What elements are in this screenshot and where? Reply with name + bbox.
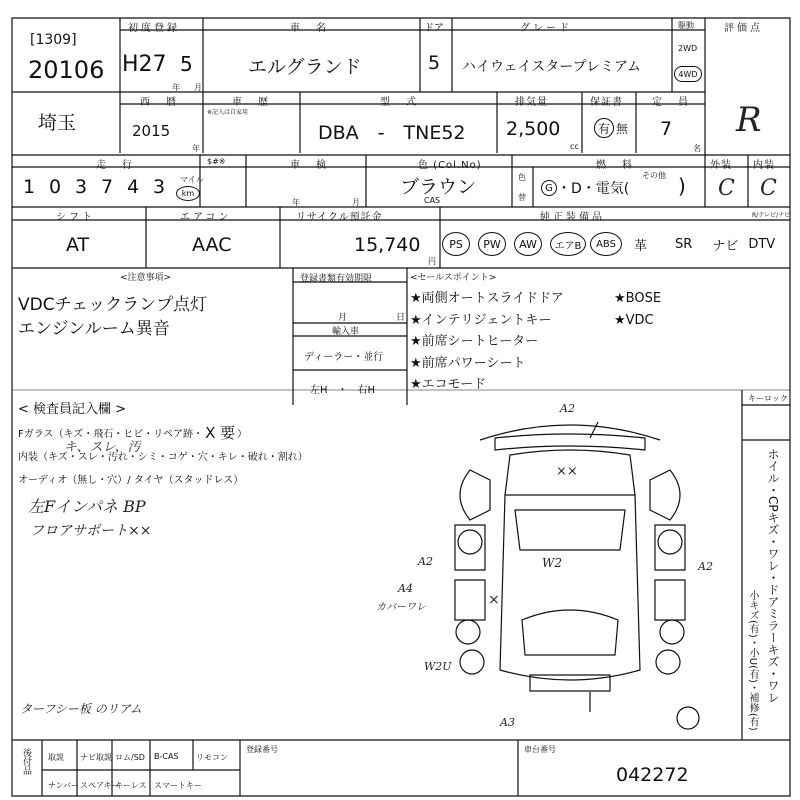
equipment-dtv: DTV [748, 236, 776, 252]
fuel-close: ) [678, 174, 686, 198]
legend-row2: 小キズ(有)・小U(有)・補修(有) [747, 590, 758, 731]
inspector-label: < 検査員記入欄 > [18, 402, 127, 417]
car-name: エルグランド [248, 56, 362, 78]
history-label: 車 歴 [232, 97, 271, 108]
chassis-label: 車台番号 [524, 745, 556, 754]
warranty-label: 保証書 [590, 97, 623, 108]
fuel-rest: ・D・電気( [557, 181, 630, 197]
mileage-digits [16, 176, 172, 198]
reg-num-label: 登録番号 [246, 745, 278, 754]
fglass-close: ） [237, 429, 248, 440]
interior-grade: C [760, 176, 777, 201]
repaint-top: 色 [518, 173, 526, 182]
recycle-label: リサイクル預託金 [296, 212, 383, 223]
reg-label: 初度登録 [128, 23, 180, 34]
import-label: 輸入車 [332, 327, 360, 337]
hand-note-3: ターフシー板 のリアム [20, 702, 142, 716]
inspection-label: 車 検 [290, 160, 329, 171]
aircon-label: エアコン [180, 212, 232, 223]
acc-remote: リモコン [196, 753, 228, 762]
fglass-text: Fガラス（キズ・飛石・ヒビ・リペア跡・ [18, 429, 204, 440]
interior-label: 内装 [753, 160, 775, 171]
reg-deadline-day: 日 [396, 313, 406, 323]
acc-rom-sd: ロム/SD [115, 753, 145, 762]
notes-line-1: VDCチェックランプ点灯 [18, 295, 208, 315]
acc-label: 後付品 [21, 748, 31, 775]
legend-text: ホイル・CPキズ・ワレ・ドアミラーキズ・ワレ [766, 448, 780, 704]
score-value: R [736, 100, 762, 140]
drive-4wd: 4WD [674, 66, 702, 82]
diag-mark-x: × [488, 592, 500, 608]
diag-mark-w2: W2 [542, 556, 562, 570]
sales-point: ★インテリジェントキー [410, 312, 552, 328]
acc-navi-manual: ナビ取説 [80, 753, 112, 762]
diag-mark-a2-top: A2 [560, 402, 575, 415]
sales-point: ★BOSE [614, 291, 662, 306]
inspection-month-unit: 月 [352, 198, 360, 207]
keylock-label: キーロック [748, 394, 788, 403]
mileage-digit: 3 [74, 176, 88, 198]
import-hand: 左H ・ 右H [310, 385, 376, 396]
diag-mark-xx: ×× [556, 464, 578, 479]
model-year: 2015 [132, 122, 171, 140]
grade-label: グレード [520, 23, 572, 34]
inspection-year-unit: 年 [292, 198, 300, 207]
sales-points [410, 288, 564, 396]
warranty-yes: 有 [594, 118, 614, 138]
mileage-digit: 3 [152, 176, 166, 198]
acc-smart-key: スマートキー [154, 781, 202, 790]
mileage-digit: 0 [48, 176, 62, 198]
doors-value: 5 [428, 52, 441, 74]
diag-mark-a2-left: A2 [418, 555, 433, 568]
mileage-label: 走 行 [96, 160, 135, 171]
color-sub: CAS [424, 196, 441, 205]
equipment-pw: PW [478, 232, 506, 256]
sales-label: <セールスポイント> [410, 273, 497, 283]
equipment-aw: AW [514, 232, 542, 256]
model-code: DBA - TNE52 [318, 122, 466, 144]
displacement-label: 排気量 [515, 97, 548, 108]
shift-label: シフト [56, 212, 95, 223]
grade-value: ハイウェイスタープレミアム [462, 59, 642, 75]
mileage-digit: 7 [100, 176, 114, 198]
color-value: ブラウン [400, 176, 477, 198]
shift-value: AT [66, 234, 90, 256]
repaint-bottom: 替 [518, 193, 526, 202]
reg-month: 5 [180, 52, 193, 76]
color-label: 色 (Col.No) [418, 160, 482, 171]
drive-2wd: 2WD [678, 44, 698, 53]
fuel-other: その他 [642, 171, 666, 180]
diag-mark-a3: A3 [500, 716, 515, 729]
fglass-mark: X 要 [205, 424, 236, 442]
interior-line: 内装（キズ・スレ・汚れ・シミ・コゲ・穴・キレ・破れ・割れ） [18, 452, 308, 463]
aircon-value: AAC [192, 234, 232, 256]
acc-number: ナンバー [48, 781, 80, 790]
exterior-grade: C [718, 176, 735, 201]
smeter-label: $#※ [207, 157, 226, 166]
car-diagram [440, 400, 700, 730]
notes-label: <注意事項> [120, 273, 172, 283]
chassis-number: 042272 [616, 764, 689, 786]
diag-mark-w2u: W2U [424, 660, 452, 673]
warranty-no: 無 [616, 122, 629, 136]
diag-mark-cover: カバーワレ [376, 602, 426, 613]
reg-year-unit: 年 [172, 83, 180, 92]
acc-manual: 取説 [48, 753, 64, 762]
score-label: 評価点 [724, 23, 763, 34]
capacity-label: 定 員 [652, 97, 691, 108]
equipment-list [442, 232, 775, 256]
hand-note-2: フロアサポート×× [30, 523, 152, 539]
sales-point: ★エコモード [410, 377, 487, 392]
reg-deadline-month: 月 [338, 313, 348, 323]
equipment-label: 純正装備品 [540, 212, 605, 223]
displacement: 2,500 [506, 118, 561, 140]
history-note: ※記入は自家用 [207, 109, 249, 116]
reg-month-unit: 月 [194, 83, 202, 92]
sales-point: ★前席パワーシート [410, 355, 526, 371]
equipment-airbag: エアB [550, 232, 586, 256]
import-dealer: ディーラー・並行 [304, 352, 384, 363]
acc-bcas: B-CAS [154, 752, 179, 761]
exterior-label: 外装 [710, 160, 732, 171]
mileage-digit: 4 [126, 176, 140, 198]
lot-number: 20106 [28, 56, 105, 84]
mileage-unit-km: km [176, 186, 200, 201]
displacement-unit: cc [570, 142, 579, 151]
sales-point: ★前席シートヒーター [410, 334, 539, 349]
capacity: 7 [660, 118, 673, 140]
sales-point: ★VDC [614, 312, 654, 328]
notes-line-2: エンジンルーム異音 [18, 319, 170, 339]
doors-label: ドア [424, 23, 444, 34]
model-label: 型 式 [380, 97, 419, 108]
mileage-digit: 1 [22, 176, 36, 198]
equipment-sr: SR [675, 236, 693, 252]
interior-handwriting: キ、スレ、汚 [64, 440, 141, 455]
sales-point: ★両側オートスライドドア [410, 291, 564, 306]
diag-mark-a4: A4 [398, 582, 413, 595]
model-year-label: 西 暦 [140, 97, 179, 108]
reg-era: H27 [122, 52, 167, 77]
equipment-ps: PS [442, 232, 470, 256]
equipment-corner: R/テレビ/ナビ [752, 212, 791, 219]
model-year-unit: 年 [192, 144, 200, 153]
mileage-unit-mile: マイル [180, 175, 204, 184]
region: 埼玉 [38, 112, 77, 134]
hand-note-1: 左Fインパネ BP [28, 497, 146, 516]
reg-deadline-label: 登録書類有効期限 [300, 274, 373, 284]
acc-spare-key: スペアキー [80, 781, 120, 790]
lot-id: [1309] [30, 32, 77, 48]
equipment-navi: ナビ [712, 238, 739, 254]
fuel-gas: G [541, 180, 557, 196]
capacity-unit: 名 [693, 144, 701, 153]
acc-keyless: キーレス [115, 781, 147, 790]
equipment-leather: 革 [634, 238, 648, 254]
diag-mark-a2-right: A2 [698, 560, 713, 573]
fuel-label: 燃 料 [596, 160, 635, 171]
recycle-unit: 円 [428, 257, 436, 266]
drive-label: 駆動 [678, 21, 694, 30]
car-label: 車 名 [290, 23, 329, 34]
audio-line: オーディオ（無し・穴）/ タイヤ（スタッドレス） [18, 475, 244, 486]
equipment-abs: ABS [590, 232, 622, 256]
recycle-value: 15,740 [354, 234, 421, 256]
sales-points-right [614, 288, 661, 331]
